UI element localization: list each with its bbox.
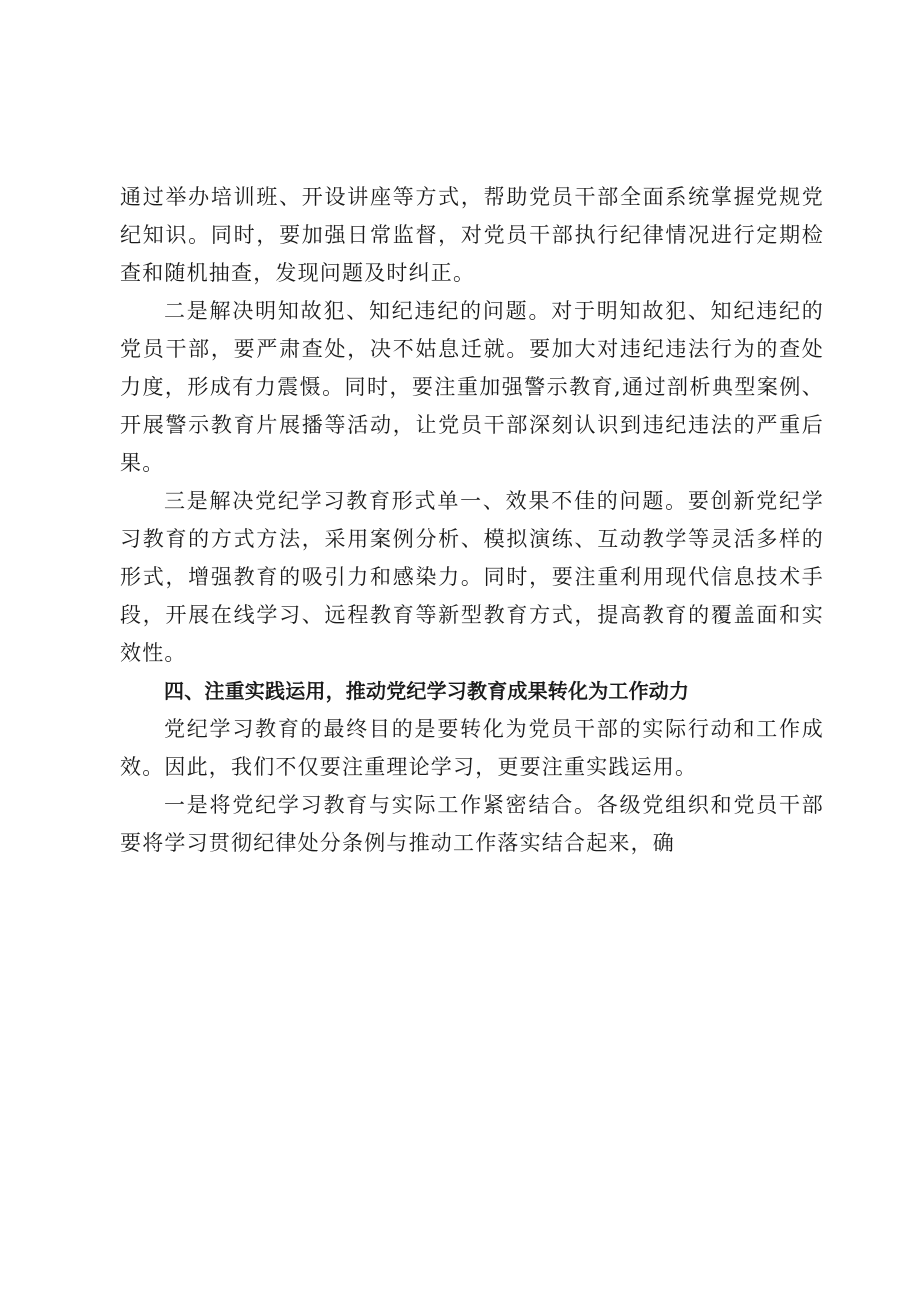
paragraph-section-intro: 党纪学习教育的最终目的是要转化为党员干部的实际行动和工作成效。因此，我们不仅要注重理论学习，更要注重实践运用。 xyxy=(120,717,824,779)
paragraph-continuation: 通过举办培训班、开设讲座等方式，帮助党员干部全面系统掌握党规党纪知识。同时，要加强日常监督，对党员干部执行纪律情况进行定期检查和随机抽查，发现问题及时纠正。 xyxy=(120,185,824,285)
paragraph-point-one: 一是将党纪学习教育与实际工作紧密结合。各级党组织和党员干部要将学习贯彻纪律处分条例与推动工作落实结合起来，确 xyxy=(120,793,824,855)
document-page xyxy=(120,178,824,862)
section-heading-four: 四、注重实践运用，推动党纪学习教育成果转化为工作动力 xyxy=(164,679,690,703)
paragraph-point-three: 三是解决党纪学习教育形式单一、效果不佳的问题。要创新党纪学习教育的方式方法，采用案例分析、模拟演练、互动教学等灵活多样的形式，增强教育的吸引力和感染力。同时，要注重利用现代信息技术手段，开展在线学习、远程教育等新型教育方式，提高教育的覆盖面和实效性。 xyxy=(120,489,824,665)
paragraph-point-two: 二是解决明知故犯、知纪违纪的问题。对于明知故犯、知纪违纪的党员干部，要严肃查处，决不姑息迁就。要加大对违纪违法行为的查处力度，形成有力震慑。同时，要注重加强警示教育,通过剖析典型案例、开展警示教育片展播等活动，让党员干部深刻认识到违纪违法的严重后果。 xyxy=(120,299,824,475)
